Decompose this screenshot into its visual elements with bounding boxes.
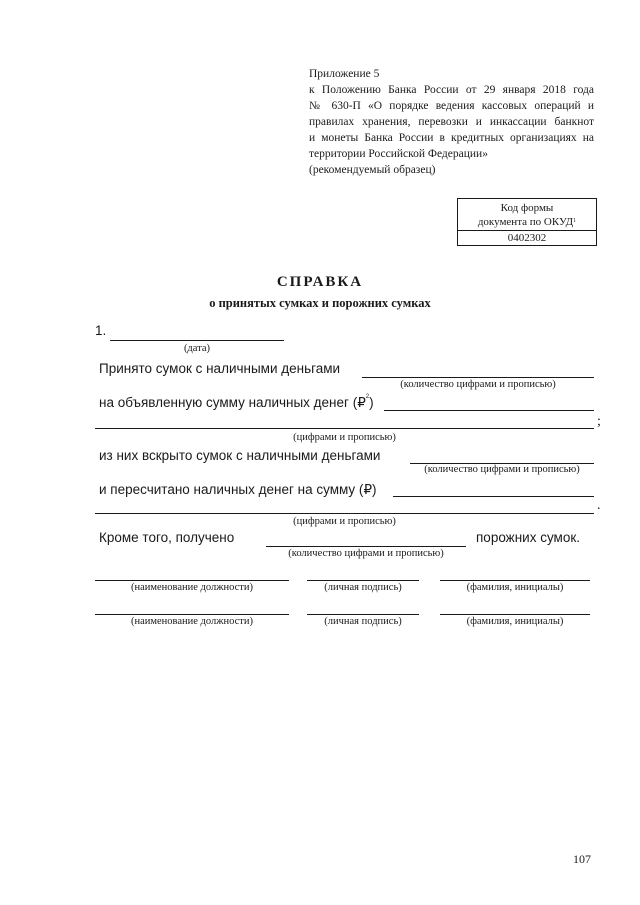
declared-amount-text: на объявленную сумму наличных денег ( xyxy=(99,395,358,410)
recounted-field-1[interactable] xyxy=(393,496,594,497)
page-number: 107 xyxy=(573,852,591,866)
signature-caption: (личная подпись) xyxy=(324,616,402,627)
footnote-marker: 1 xyxy=(573,218,577,224)
empty-bags-suffix: порожних сумок. xyxy=(476,530,581,545)
opened-bags-label: из них вскрыто сумок с наличными деньгами xyxy=(99,448,381,463)
name-field[interactable] xyxy=(440,580,590,581)
period: . xyxy=(597,498,601,513)
position-caption: (наименование должности) xyxy=(130,616,254,627)
declared-amount-label xyxy=(99,395,374,411)
empty-bags-prefix: Кроме того, получено xyxy=(99,530,235,545)
position-field[interactable] xyxy=(95,580,289,581)
form-code-label: Код формы xyxy=(500,202,554,214)
semicolon: ; xyxy=(597,414,601,429)
document-title: СПРАВКА xyxy=(276,274,364,290)
signature-field[interactable] xyxy=(307,614,419,615)
recounted-field-2[interactable] xyxy=(95,513,594,514)
accepted-bags-field[interactable] xyxy=(362,377,594,378)
ruble-sign: ₽ xyxy=(363,482,373,497)
name-caption: (фамилия, инициалы) xyxy=(466,582,564,593)
declared-amount-field-2[interactable] xyxy=(95,428,594,429)
accepted-bags-caption: (количество цифрами и прописью) xyxy=(400,379,556,390)
footnote-marker: 2 xyxy=(365,394,370,400)
appendix-line: правилах хранения, перевозки и инкассации банкнот xyxy=(309,116,594,128)
name-caption: (фамилия, инициалы) xyxy=(466,616,564,627)
form-code-value: 0402302 xyxy=(507,232,547,244)
name-field[interactable] xyxy=(440,614,590,615)
empty-bags-caption: (количество цифрами и прописью) xyxy=(288,548,444,559)
appendix-line: (рекомендуемый образец) xyxy=(309,164,436,176)
form-code-box xyxy=(457,198,597,246)
recounted-text: и пересчитано наличных денег на сумму ( xyxy=(99,482,364,497)
appendix-line: и монеты Банка России в кредитных организациях на xyxy=(309,132,594,144)
ruble-sign: ₽ xyxy=(357,395,366,410)
appendix-line: № 630-П «О порядке ведения кассовых операций и xyxy=(309,100,594,112)
position-caption: (наименование должности) xyxy=(130,582,254,593)
declared-amount-caption: (цифрами и прописью) xyxy=(293,432,396,443)
accepted-bags-label: Принято сумок с наличными деньгами xyxy=(99,361,341,376)
form-code-header xyxy=(458,199,596,231)
appendix-header xyxy=(309,66,594,178)
number-prefix: 1. xyxy=(95,323,107,338)
position-field[interactable] xyxy=(95,614,289,615)
appendix-line: к Положению Банка России от 29 января 2018 года xyxy=(309,84,594,96)
declared-amount-field-1[interactable] xyxy=(384,410,594,411)
appendix-line: территории Российской Федерации» xyxy=(309,148,488,160)
appendix-line: Приложение 5 xyxy=(309,68,380,80)
recounted-label xyxy=(99,482,377,498)
okud-label: документа по ОКУД xyxy=(477,216,574,228)
document-subtitle: о принятых сумках и порожних сумках xyxy=(209,296,431,310)
date-caption: (дата) xyxy=(183,343,211,354)
declared-close: ) xyxy=(369,395,374,410)
signature-caption: (личная подпись) xyxy=(324,582,402,593)
recounted-close: ) xyxy=(372,482,377,497)
signature-field[interactable] xyxy=(307,580,419,581)
opened-bags-caption: (количество цифрами и прописью) xyxy=(424,464,580,475)
date-field[interactable] xyxy=(110,340,284,341)
recounted-caption: (цифрами и прописью) xyxy=(293,516,396,527)
empty-bags-field[interactable] xyxy=(266,546,466,547)
